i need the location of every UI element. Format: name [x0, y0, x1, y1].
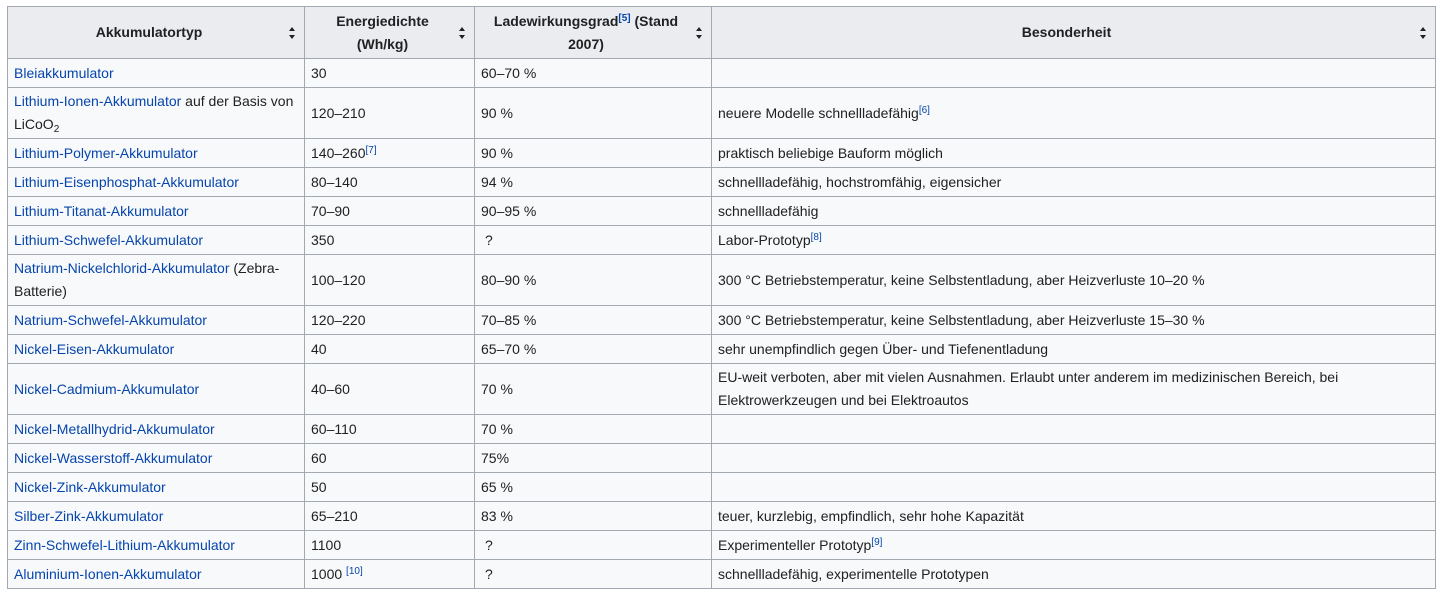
table-row [8, 364, 1436, 415]
feature-text: schnellladefähig, hochstromfähig, eigensicher [718, 173, 1002, 190]
cell-akkumulatortyp [8, 306, 305, 335]
energy-density-value: 70–90 [311, 202, 350, 219]
cell-akkumulatortyp [8, 139, 305, 168]
cell-energiedichte [305, 444, 475, 473]
cell-energiedichte [305, 59, 475, 88]
feature-text: praktisch beliebige Bauform möglich [718, 144, 943, 161]
battery-type-link[interactable]: Silber-Zink-Akkumulator [14, 507, 164, 524]
battery-type-link[interactable]: Lithium-Schwefel-Akkumulator [14, 231, 204, 248]
cell-ladewirkungsgrad [475, 335, 712, 364]
feature-text: EU-weit verboten, aber mit vielen Ausnahmen. Erlaubt unter anderem im medizinischen Bereich, bei Elektrowerkzeugen und bei Elektroautos [718, 369, 1339, 408]
cell-energiedichte [305, 560, 475, 589]
energy-density-value: 120–220 [311, 311, 366, 328]
table-row [8, 88, 1436, 139]
cell-energiedichte [305, 306, 475, 335]
cell-ladewirkungsgrad [475, 473, 712, 502]
cell-energiedichte [305, 226, 475, 255]
cell-akkumulatortyp [8, 88, 305, 139]
table-row [8, 473, 1436, 502]
cell-energiedichte [305, 473, 475, 502]
battery-type-link[interactable]: Nickel-Cadmium-Akkumulator [14, 380, 200, 397]
battery-type-link[interactable]: Aluminium-Ionen-Akkumulator [14, 565, 202, 582]
reference-link[interactable] [871, 537, 882, 548]
cell-ladewirkungsgrad [475, 560, 712, 589]
reference-link[interactable] [346, 566, 363, 577]
cell-energiedichte [305, 502, 475, 531]
battery-type-link[interactable]: Natrium-Nickelchlorid-Akkumulator [14, 260, 230, 276]
charge-efficiency-value: 94 % [481, 173, 513, 190]
charge-efficiency-value: 65 % [481, 478, 513, 495]
cell-akkumulatortyp [8, 335, 305, 364]
cell-energiedichte [305, 335, 475, 364]
cell-akkumulatortyp [8, 197, 305, 226]
energy-density-value: 30 [311, 64, 327, 81]
table-row [8, 502, 1436, 531]
cell-energiedichte [305, 255, 475, 306]
reference-link-text[interactable]: [7] [365, 144, 377, 156]
cell-ladewirkungsgrad [475, 502, 712, 531]
reference-link[interactable] [919, 105, 930, 116]
charge-efficiency-value: ? [485, 231, 493, 248]
table-row [8, 335, 1436, 364]
cell-besonderheit [712, 88, 1436, 139]
sort-icon[interactable] [459, 27, 466, 39]
battery-type-link[interactable]: Natrium-Schwefel-Akkumulator [14, 311, 207, 328]
energy-density-value: 100–120 [311, 271, 366, 288]
cell-besonderheit [712, 560, 1436, 589]
cell-besonderheit [712, 168, 1436, 197]
battery-type-link[interactable]: Nickel-Metallhydrid-Akkumulator [14, 420, 215, 437]
sort-icon[interactable] [289, 27, 296, 39]
battery-type-link[interactable]: Lithium-Titanat-Akkumulator [14, 202, 189, 219]
charge-efficiency-value: 70–85 % [481, 311, 537, 328]
table-row [8, 139, 1436, 168]
table-row [8, 531, 1436, 560]
cell-ladewirkungsgrad [475, 531, 712, 560]
header-label: Ladewirkungsgrad [493, 12, 619, 29]
battery-comparison-table [7, 6, 1436, 589]
cell-akkumulatortyp [8, 168, 305, 197]
cell-besonderheit [712, 473, 1436, 502]
charge-efficiency-value: 83 % [481, 507, 513, 524]
battery-type-link[interactable]: Nickel-Wasserstoff-Akkumulator [14, 449, 213, 466]
energy-density-value: 120–210 [311, 104, 366, 121]
battery-type-link[interactable]: Lithium-Eisenphosphat-Akkumulator [14, 173, 239, 190]
charge-efficiency-value: 90 % [481, 144, 513, 161]
energy-density-value: 65–210 [311, 507, 358, 524]
energy-density-value: 40 [311, 340, 327, 357]
header-label: Besonderheit [1021, 24, 1112, 40]
cell-akkumulatortyp [8, 444, 305, 473]
header-label: Energiedichte (Wh/kg) [336, 12, 429, 52]
cell-energiedichte [305, 88, 475, 139]
reference-link-text[interactable]: [8] [810, 231, 822, 243]
cell-besonderheit [712, 255, 1436, 306]
charge-efficiency-value: 90–95 % [481, 202, 537, 219]
table-row [8, 560, 1436, 589]
cell-akkumulatortyp [8, 364, 305, 415]
reference-link[interactable] [618, 13, 630, 24]
feature-text: teuer, kurzlebig, empfindlich, sehr hohe Kapazität [718, 507, 1024, 524]
cell-besonderheit [712, 226, 1436, 255]
cell-ladewirkungsgrad [475, 364, 712, 415]
charge-efficiency-value: 70 % [481, 420, 513, 437]
table-row [8, 306, 1436, 335]
table-row [8, 255, 1436, 306]
energy-density-value: 140–260 [311, 144, 366, 161]
battery-type-link[interactable]: Lithium-Ionen-Akkumulator [14, 93, 182, 109]
cell-ladewirkungsgrad [475, 139, 712, 168]
feature-text: Labor-Prototyp [718, 231, 811, 248]
table-row [8, 59, 1436, 88]
energy-density-value: 80–140 [311, 173, 358, 190]
battery-type-link[interactable]: Bleiakkumulator [14, 64, 114, 81]
cell-akkumulatortyp [8, 560, 305, 589]
cell-ladewirkungsgrad [475, 88, 712, 139]
cell-besonderheit [712, 197, 1436, 226]
cell-ladewirkungsgrad [475, 59, 712, 88]
feature-text: Experimenteller Prototyp [718, 536, 872, 553]
table-row [8, 197, 1436, 226]
table-row [8, 444, 1436, 473]
reference-link-text[interactable]: [9] [871, 536, 883, 548]
table-header-row [8, 7, 1436, 59]
cell-besonderheit [712, 415, 1436, 444]
cell-ladewirkungsgrad [475, 226, 712, 255]
battery-type-suffix: auf der Basis von LiCoO [14, 93, 294, 132]
cell-besonderheit [712, 444, 1436, 473]
charge-efficiency-value: 60–70 % [481, 64, 537, 81]
reference-link[interactable] [366, 145, 377, 156]
energy-density-value: 60 [311, 449, 327, 466]
charge-efficiency-value: ? [485, 565, 493, 582]
reference-link-text[interactable]: [6] [918, 104, 930, 116]
cell-energiedichte [305, 168, 475, 197]
battery-type-link[interactable]: Nickel-Zink-Akkumulator [14, 478, 166, 495]
reference-link-text[interactable]: [5] [618, 12, 631, 24]
header-ladewirkungsgrad[interactable] [475, 7, 712, 59]
cell-energiedichte [305, 364, 475, 415]
cell-ladewirkungsgrad [475, 255, 712, 306]
table-row [8, 226, 1436, 255]
feature-text: schnellladefähig [718, 202, 819, 219]
feature-text: 300 °C Betriebstemperatur, keine Selbstentladung, aber Heizverluste 10–20 % [718, 271, 1205, 288]
cell-ladewirkungsgrad [475, 168, 712, 197]
cell-akkumulatortyp [8, 255, 305, 306]
table-row [8, 168, 1436, 197]
charge-efficiency-value: 70 % [481, 380, 513, 397]
charge-efficiency-value: 80–90 % [481, 271, 537, 288]
cell-akkumulatortyp [8, 59, 305, 88]
feature-text: neuere Modelle schnellladefähig [718, 104, 919, 121]
reference-link-text[interactable]: [10] [346, 565, 363, 577]
battery-type-suffix: (Zebra-Batterie) [14, 260, 280, 299]
cell-besonderheit [712, 139, 1436, 168]
cell-besonderheit [712, 531, 1436, 560]
energy-density-value: 350 [311, 231, 335, 248]
feature-text: schnellladefähig, experimentelle Prototypen [718, 565, 989, 582]
battery-type-link[interactable]: Zinn-Schwefel-Lithium-Akkumulator [14, 536, 235, 553]
energy-density-value: 1000 [311, 565, 347, 582]
cell-besonderheit [712, 306, 1436, 335]
header-label-suffix: (Stand 2007) [568, 12, 679, 52]
cell-ladewirkungsgrad [475, 415, 712, 444]
charge-efficiency-value: 90 % [481, 104, 513, 121]
cell-energiedichte [305, 197, 475, 226]
energy-density-value: 1100 [311, 536, 342, 553]
formula-subscript: 2 [53, 124, 60, 135]
battery-type-link[interactable]: Lithium-Polymer-Akkumulator [14, 144, 198, 161]
energy-density-value: 40–60 [311, 380, 350, 397]
cell-besonderheit [712, 59, 1436, 88]
cell-energiedichte [305, 139, 475, 168]
header-besonderheit[interactable] [712, 7, 1436, 59]
cell-akkumulatortyp [8, 502, 305, 531]
cell-besonderheit [712, 502, 1436, 531]
charge-efficiency-value: 75% [481, 449, 510, 466]
cell-akkumulatortyp [8, 531, 305, 560]
energy-density-value: 50 [311, 478, 327, 495]
cell-energiedichte [305, 531, 475, 560]
cell-akkumulatortyp [8, 473, 305, 502]
sort-icon[interactable] [696, 27, 703, 39]
header-label: Akkumulatortyp [95, 24, 203, 40]
cell-akkumulatortyp [8, 415, 305, 444]
cell-energiedichte [305, 415, 475, 444]
cell-besonderheit [712, 335, 1436, 364]
table-body [8, 59, 1436, 589]
cell-ladewirkungsgrad [475, 306, 712, 335]
sort-icon[interactable] [1420, 27, 1427, 39]
battery-type-link[interactable]: Nickel-Eisen-Akkumulator [14, 340, 175, 357]
cell-ladewirkungsgrad [475, 197, 712, 226]
header-akkumulatortyp[interactable] [8, 7, 305, 59]
charge-efficiency-value: ? [485, 536, 493, 553]
reference-link[interactable] [811, 232, 822, 243]
table-row [8, 415, 1436, 444]
cell-ladewirkungsgrad [475, 444, 712, 473]
charge-efficiency-value: 65–70 % [481, 340, 537, 357]
feature-text: 300 °C Betriebstemperatur, keine Selbstentladung, aber Heizverluste 15–30 % [718, 311, 1205, 328]
feature-text: sehr unempfindlich gegen Über- und Tiefenentladung [718, 340, 1049, 357]
table-container [7, 6, 1436, 589]
cell-akkumulatortyp [8, 226, 305, 255]
energy-density-value: 60–110 [311, 420, 357, 437]
header-energiedichte[interactable] [305, 7, 475, 59]
cell-besonderheit [712, 364, 1436, 415]
